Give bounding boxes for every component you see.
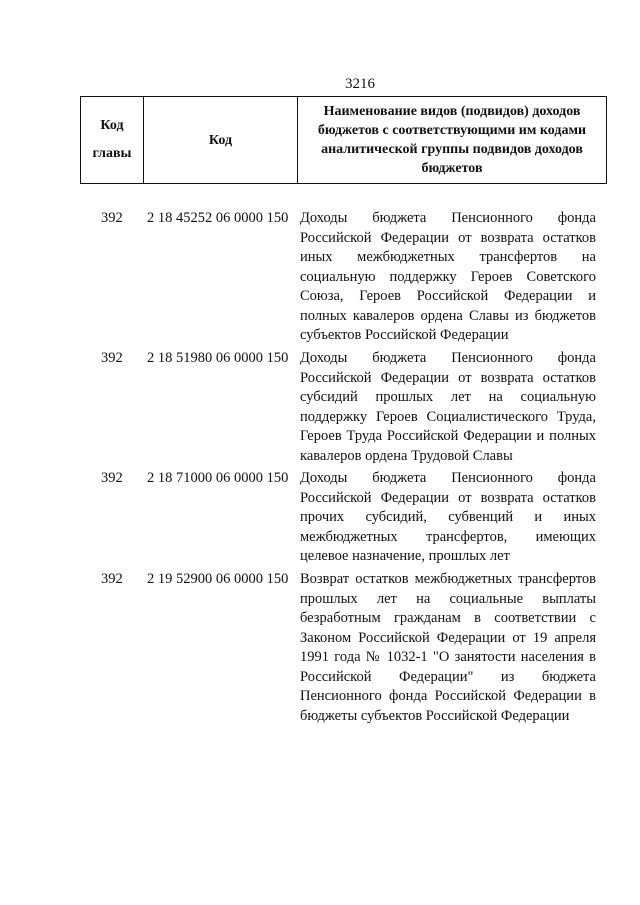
- budget-code: 2 18 51980 06 0000 150: [147, 350, 289, 366]
- header-code: [144, 97, 298, 183]
- header-name: [298, 97, 606, 183]
- header-name-label: Наименование видов (подвидов) доходов бюджетов с соответствующими им кодами аналитической группы подвидов доходов бюджетов: [317, 104, 587, 176]
- chapter-code: 392: [101, 350, 123, 366]
- income-description: Доходы бюджета Пенсионного фонда Российской Федерации от возврата остатков прочих субсидий, субвенций и иных межбюджетных трансфертов, имеющих целевое назначение, прошлых лет: [300, 470, 596, 564]
- income-description: Доходы бюджета Пенсионного фонда Российской Федерации от возврата остатков иных межбюджетных трансфертов на социальную поддержку Героев Советского Союза, Героев Российской Федерации и полных кавалеров ордена Славы из бюджетов субъектов Российской Федерации: [300, 210, 596, 343]
- income-description: Возврат остатков межбюджетных трансфертов прошлых лет на социальные выплаты безработным гражданам в соответствии с Законом Российской Федерации от 19 апреля 1991 года № 1032-1 "О занятости населения в Российской Федерации" из бюджета Пенсионного фонда Российской Федерации в бюджеты субъектов Российской Федерации: [300, 571, 596, 724]
- budget-code: 2 18 71000 06 0000 150: [147, 470, 289, 486]
- header-code-label: Код: [208, 132, 233, 148]
- table-header: [80, 96, 607, 184]
- header-chapter-code: [81, 97, 144, 183]
- header-chapter-code-label: Код главы: [92, 118, 132, 161]
- chapter-code: 392: [101, 210, 123, 226]
- chapter-code: 392: [101, 470, 123, 486]
- budget-code: 2 19 52900 06 0000 150: [147, 571, 289, 587]
- budget-code: 2 18 45252 06 0000 150: [147, 210, 289, 226]
- page-number: 3216: [345, 76, 375, 92]
- chapter-code: 392: [101, 571, 123, 587]
- income-description: Доходы бюджета Пенсионного фонда Российской Федерации от возврата остатков субсидий прошлых лет на социальную поддержку Героев Социалистического Труда, Героев Труда Российской Федерации и полных кавалеров ордена Трудовой Славы: [300, 350, 596, 464]
